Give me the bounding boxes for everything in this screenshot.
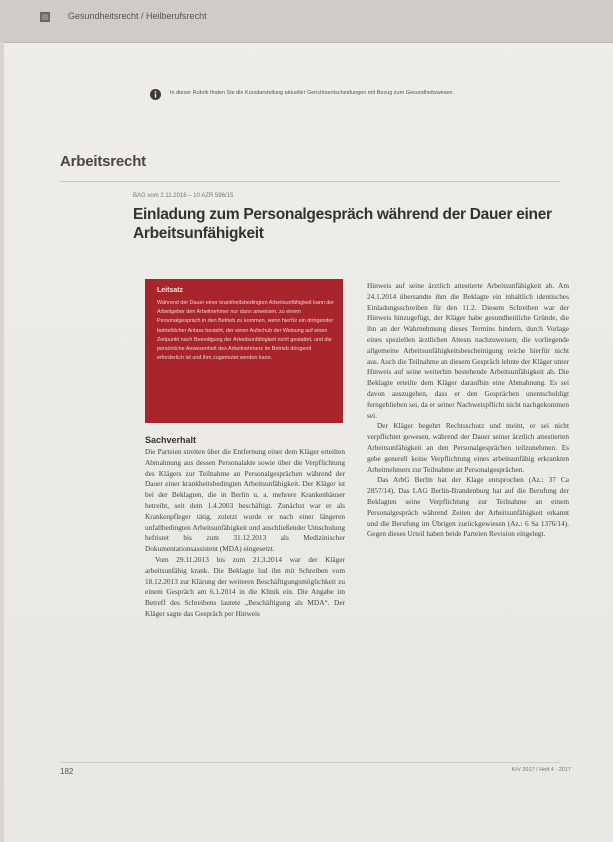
header-divider bbox=[0, 42, 613, 43]
left-column bbox=[145, 447, 345, 620]
section-title: Arbeitsrecht bbox=[60, 153, 146, 170]
paragraph: Die Parteien streiten über die Entfernung einer dem Kläger erteilten Abmahnung aus dessen Personalakte sowie über die Verpflichtung des Klägers zur Teilnahme an Personalgesprächen während der Dauer einer krankheitsbedingten Arbeitsunfähigkeit. Der Kläger ist bei der Beklagten, die in Berlin u. a. mehrere Krankenhäuser betreibt, seit dem 1.4.2003 beschäftigt. Zunächst war er als Krankenpfleger tätig, zuletzt wurde er nach einer längeren unfallbedingten Arbeitsunfähigkeit und anschließender Umschulung befristet bis zum 31.12.2013 als Medizinischer Dokumentationsassistent (MDA) eingesetzt. bbox=[145, 447, 345, 554]
info-icon bbox=[150, 89, 161, 100]
paragraph: Der Kläger begehrt Rechtsschutz und meint, er sei nicht verpflichtet gewesen, während der Dauer seiner ärztlich attestierten Arbeitsunfähigkeit an den Personalgesprächen teilzunehmen. Es gebe generell keine Verpflichtung eines arbeitsunfähig erkrankten Arbeitnehmers zur Teilnahme an Personalgesprächen. bbox=[367, 421, 569, 474]
paragraph: Vom 29.11.2013 bis zum 21.3.2014 war der Kläger arbeitsunfähig krank. Die Beklagte lud ihn mit Schreiben vom 18.12.2013 zur Klärung der weiteren Beschäftigungsmöglichkeit zu einem Gespräch am 6.1.2014 in die Klinik ein. Die Angabe im Betreff des Schreibens lautete „Beschäftigung als MDA“. Der Kläger sagte das Gespräch per Hinweis bbox=[145, 554, 345, 618]
paragraph: Hinweis auf seine ärztlich attestierte Arbeitsunfähigkeit ab. Am 24.1.2014 übersandte ihm die Beklagte ein inhaltlich identisches Einladungsschreiben für den 11.2. Diesem Schreiben war der Hinweis hinzugefügt, der Kläger habe gesundheitliche Gründe, die ihn an der Wahrnehmung dieses Termins hindern, durch Vorlage eines speziellen ärztlichen Attests nachzuweisen; die vorliegende allgemeine Arbeitsunfähigkeitsbescheinigung reiche hierfür nicht aus. Auch die Teilnahme an diesem Gespräch lehnte der Kläger unter Hinweis auf seine weiterhin bestehende Arbeitsunfähigkeit ab. Die Beklagte erteilte dem Kläger daraufhin eine Abmahnung. Es sei davon auszugehen, dass er den Gesprächen unentschuldigt ferngeblieben sei, da er seiner Nachweispflicht nicht nachgekommen sei. bbox=[367, 281, 569, 420]
leitsatz-heading: Leitsatz bbox=[157, 287, 184, 294]
side-margin bbox=[0, 42, 4, 842]
page-number: 182 bbox=[60, 767, 74, 776]
header-bar bbox=[0, 0, 613, 42]
leitsatz-box bbox=[145, 279, 343, 423]
paragraph: Das ArbG Berlin hat der Klage entsprochen (Az.: 37 Ca 2857/14). Das LAG Berlin-Brandenburg hat auf die Berufung der Beklagten seine Verpflichtung zur Teilnahme an einem Personalgespräch während Zeiten der Arbeitsunfähigkeit erkannt und die Berufung im Übrigen zurückgewiesen (Az.: 6 Sa 1376/14). Gegen dieses Urteil haben beide Parteien Revision eingelegt. bbox=[367, 475, 569, 539]
leitsatz-text: Während der Dauer einer krankheitsbedingten Arbeitsunfähigkeit kann der Arbeitgeber den Arbeitnehmer nur dann anweisen, zu einem Personalgespräch in den Betrieb zu kommen, wenn hierfür ein dringender betrieblicher Anlass besteht, der einen Aufschub der Weisung auf einen Zeitpunkt nach Beendigung der Arbeitsunfähigkeit nicht gestattet, und die persönliche Anwesenheit des Arbeitnehmers im Betrieb dringend erforderlich ist und ihm zugemutet werden kann. bbox=[157, 300, 335, 362]
journal-citation: KrV 2017 / Heft 4 · 2017 bbox=[511, 767, 571, 773]
sachverhalt-heading: Sachverhalt bbox=[145, 435, 197, 445]
info-text: In dieser Rubrik finden Sie die Kurzdarstellung aktueller Gerichtsentscheidungen mit Bezug zum Gesundheitswesen. bbox=[170, 90, 455, 96]
info-note bbox=[150, 89, 570, 103]
footer-divider bbox=[60, 762, 560, 763]
article-title: Einladung zum Personalgespräch während der Dauer einer Arbeitsunfähigkeit bbox=[133, 206, 552, 242]
section-square-icon bbox=[40, 12, 50, 22]
right-column bbox=[367, 281, 569, 540]
breadcrumb: Gesundheitsrecht / Heilberufsrecht bbox=[68, 11, 207, 21]
case-reference: BAG vom 2.11.2016 – 10 AZR 596/15 bbox=[133, 193, 234, 199]
section-divider bbox=[60, 181, 560, 182]
